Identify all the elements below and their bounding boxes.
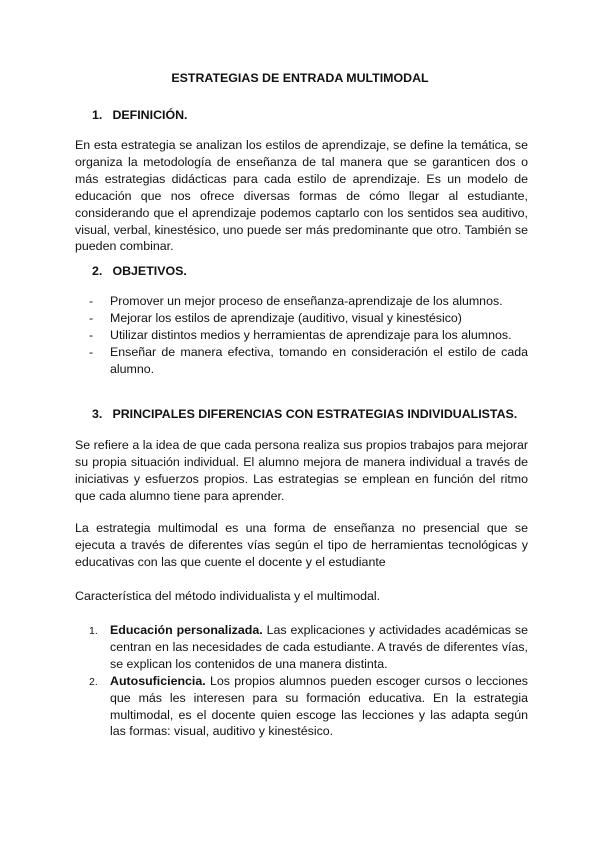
- list-item: [75, 310, 528, 327]
- list-item-text: Promover un mejor proceso de enseñanza-aprendizaje de los alumnos.: [110, 294, 503, 308]
- section-heading-text: OBJETIVOS.: [112, 264, 187, 278]
- characteristics-list: [75, 622, 528, 740]
- characteristics-intro: Característica del método individualista y el multimodal.: [75, 589, 381, 603]
- list-item: [75, 622, 528, 673]
- section-heading-definicion: [92, 107, 188, 123]
- section-heading-text: PRINCIPALES DIFERENCIAS CON ESTRATEGIAS INDIVIDUALISTAS.: [112, 407, 518, 421]
- list-item-text: Utilizar distintos medios y herramientas de aprendizaje para los alumnos.: [110, 327, 512, 342]
- section-number: 1.: [92, 108, 103, 122]
- document-title: ESTRATEGIAS DE ENTRADA MULTIMODAL: [171, 71, 429, 85]
- section-heading-text: DEFINICIÓN.: [112, 108, 188, 122]
- list-item-number: 1.: [89, 625, 98, 637]
- bullet-dash: -: [89, 344, 94, 359]
- list-item: [75, 673, 528, 741]
- list-item-term: Educación personalizada.: [110, 623, 263, 637]
- list-item: [75, 344, 528, 378]
- bullet-dash: -: [89, 294, 94, 308]
- bullet-dash: -: [89, 310, 94, 325]
- section-heading-diferencias: [92, 406, 517, 422]
- individualist-paragraph: Se refiere a la idea de que cada persona realiza sus propios trabajos para mejorar su propia situación individual. El alumno mejora de manera individual a través de iniciativas y esfuerzos propios. Las estrategias se emplean en función del ritmo que cada alumno tiene para aprender.: [75, 438, 528, 503]
- list-item-text: Enseñar de manera efectiva, tomando en consideración el estilo de cada alumno.: [110, 344, 528, 376]
- section-number: 3.: [92, 407, 103, 421]
- section-heading-objetivos: [92, 263, 187, 279]
- definition-paragraph: En esta estrategia se analizan los estilos de aprendizaje, se define la temática, se organiza la metodología de enseñanza de tal manera que se garanticen dos o más estrategias didácticas para cada estilo de aprendizaje. Es un modelo de educación que nos ofrece diversas formas de cómo llegar al estudiante, considerando que el aprendizaje podemos captarlo con los sentidos sea auditivo, visual, verbal, kinestésico, uno puede ser más predominante que otro. También se pueden combinar.: [75, 138, 528, 254]
- list-item-text: Los propios alumnos pueden escoger cursos o lecciones que más les interesen para su formación educativa. En la estrategia multimodal, es el docente quien escoge las lecciones y las adapta según las formas: visual, auditivo y kinestésico.: [110, 673, 528, 739]
- list-item: [75, 327, 528, 344]
- objectives-list: [75, 293, 528, 378]
- bullet-dash: -: [89, 327, 94, 342]
- list-item: [75, 293, 528, 310]
- section-number: 2.: [92, 264, 103, 278]
- list-item-text: Las explicaciones y actividades académicas se centran en las necesidades de cada estudiante. A través de diferentes vías, se explican los contenidos de una manera distinta.: [110, 623, 528, 671]
- multimodal-paragraph: La estrategia multimodal es una forma de enseñanza no presencial que se ejecuta a través de diferentes vías según el tipo de herramientas tecnológicas y educativas con las que cuente el docente y el estudiante: [75, 521, 528, 569]
- list-item-term: Autosuficiencia.: [110, 673, 206, 688]
- list-item-number: 2.: [89, 675, 98, 688]
- list-item-text: Mejorar los estilos de aprendizaje (auditivo, visual y kinestésico): [110, 310, 462, 325]
